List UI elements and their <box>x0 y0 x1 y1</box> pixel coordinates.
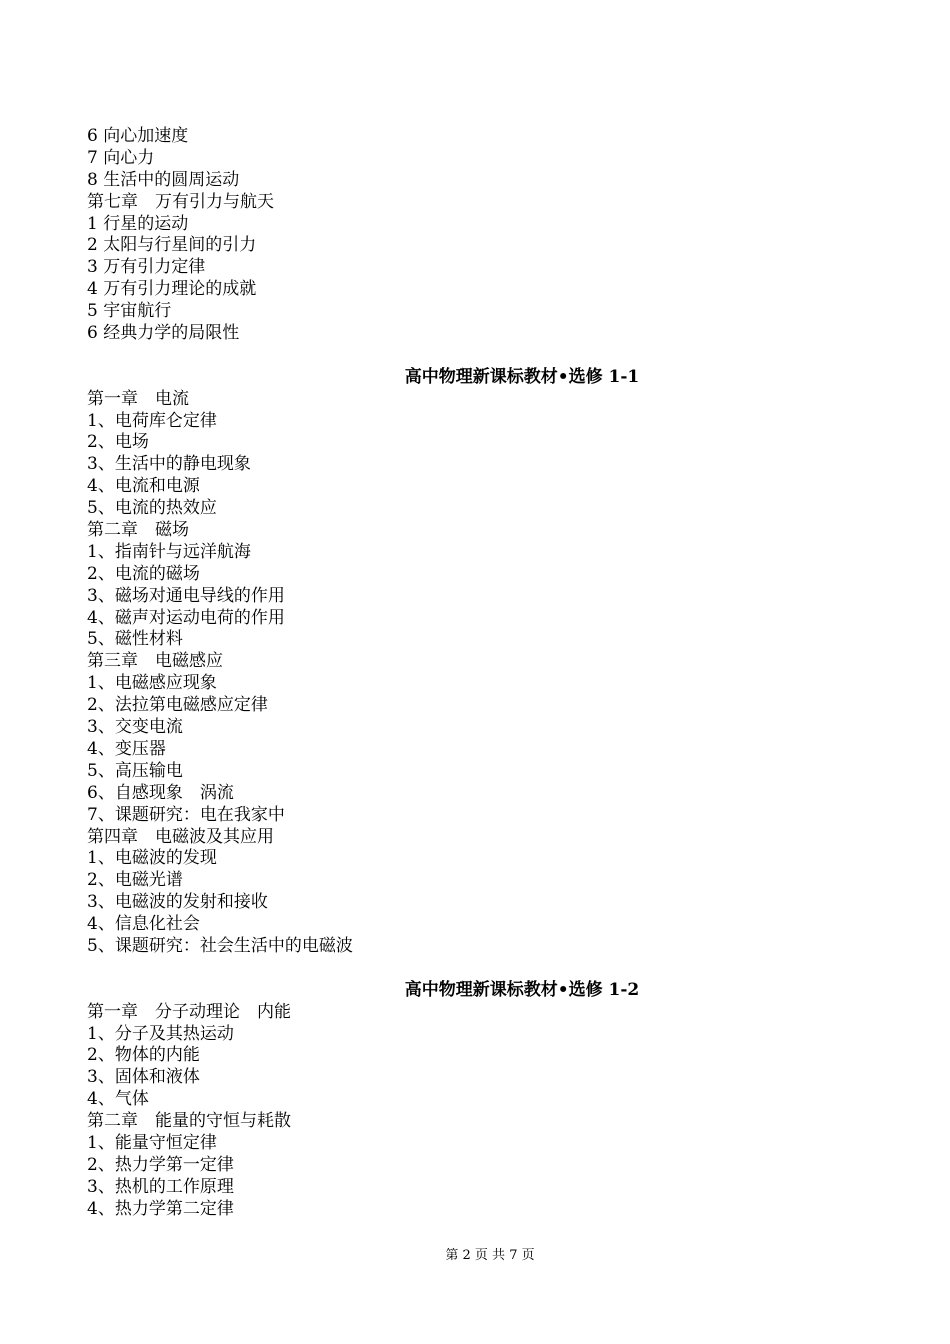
chapter-heading: 第一章 电流 <box>87 388 189 409</box>
list-item: 2、电流的磁场 <box>87 563 200 584</box>
list-item: 2、电场 <box>87 432 149 453</box>
list-item: 8 生活中的圆周运动 <box>87 169 240 190</box>
list-item: 2 太阳与行星间的引力 <box>87 235 257 256</box>
section-spacer <box>87 958 867 980</box>
list-item: 1、分子及其热运动 <box>87 1023 234 1044</box>
list-item: 4、信息化社会 <box>87 914 200 935</box>
list-item: 3、热机的工作原理 <box>87 1176 234 1197</box>
section-elective-1-1 <box>87 367 867 958</box>
list-item: 6 向心加速度 <box>87 126 189 146</box>
list-item: 4 万有引力理论的成就 <box>87 279 257 300</box>
list-item: 3 万有引力定律 <box>87 257 206 278</box>
list-item: 1、电磁感应现象 <box>87 673 217 694</box>
list-item: 1、指南针与远洋航海 <box>87 541 251 562</box>
page-number-footer: 第 2 页 共 7 页 <box>445 1248 535 1263</box>
list-item: 1、电荷库仑定律 <box>87 410 217 431</box>
list-item: 7、课题研究：电在我家中 <box>87 804 285 825</box>
list-item: 4、磁声对运动电荷的作用 <box>87 607 285 628</box>
list-item: 4、变压器 <box>87 738 166 759</box>
chapter-heading: 第七章 万有引力与航天 <box>87 191 274 212</box>
chapter-heading: 第三章 电磁感应 <box>87 651 223 672</box>
chapter-heading: 第二章 磁场 <box>87 520 189 541</box>
chapter-heading: 第一章 分子动理论 内能 <box>87 1001 291 1022</box>
list-item: 4、电流和电源 <box>87 476 200 497</box>
list-item: 7 向心力 <box>87 147 155 168</box>
intro-list <box>87 126 867 345</box>
list-item: 5 宇宙航行 <box>87 301 172 322</box>
list-item: 6 经典力学的局限性 <box>87 323 240 344</box>
list-item: 3、磁场对通电导线的作用 <box>87 585 285 606</box>
list-item: 1 行星的运动 <box>87 213 189 234</box>
list-item: 3、生活中的静电现象 <box>87 454 251 475</box>
list-item: 3、交变电流 <box>87 717 183 738</box>
section-spacer <box>87 345 867 367</box>
list-item: 5、磁性材料 <box>87 629 183 650</box>
list-item: 2、物体的内能 <box>87 1045 200 1066</box>
list-item: 5、电流的热效应 <box>87 498 217 519</box>
chapter-heading: 第二章 能量的守恒与耗散 <box>87 1111 291 1132</box>
list-item: 3、电磁波的发射和接收 <box>87 892 268 913</box>
list-item: 1、能量守恒定律 <box>87 1132 217 1153</box>
list-item: 2、法拉第电磁感应定律 <box>87 695 268 716</box>
list-item: 3、固体和液体 <box>87 1067 200 1088</box>
chapter-heading: 第四章 电磁波及其应用 <box>87 826 274 847</box>
list-item: 6、自感现象 涡流 <box>87 782 234 803</box>
list-item: 1、电磁波的发现 <box>87 848 217 869</box>
list-item: 4、热力学第二定律 <box>87 1198 234 1219</box>
list-item: 4、气体 <box>87 1089 149 1110</box>
list-item: 2、电磁光谱 <box>87 870 183 891</box>
section-elective-1-2 <box>87 980 867 1221</box>
section-title: 高中物理新课标教材•选修 1-2 <box>404 979 640 1000</box>
list-item: 5、课题研究：社会生活中的电磁波 <box>87 935 353 956</box>
list-item: 5、高压输电 <box>87 760 183 781</box>
section-title: 高中物理新课标教材•选修 1-1 <box>404 366 640 387</box>
list-item: 2、热力学第一定律 <box>87 1154 234 1175</box>
page-content <box>87 126 867 1221</box>
